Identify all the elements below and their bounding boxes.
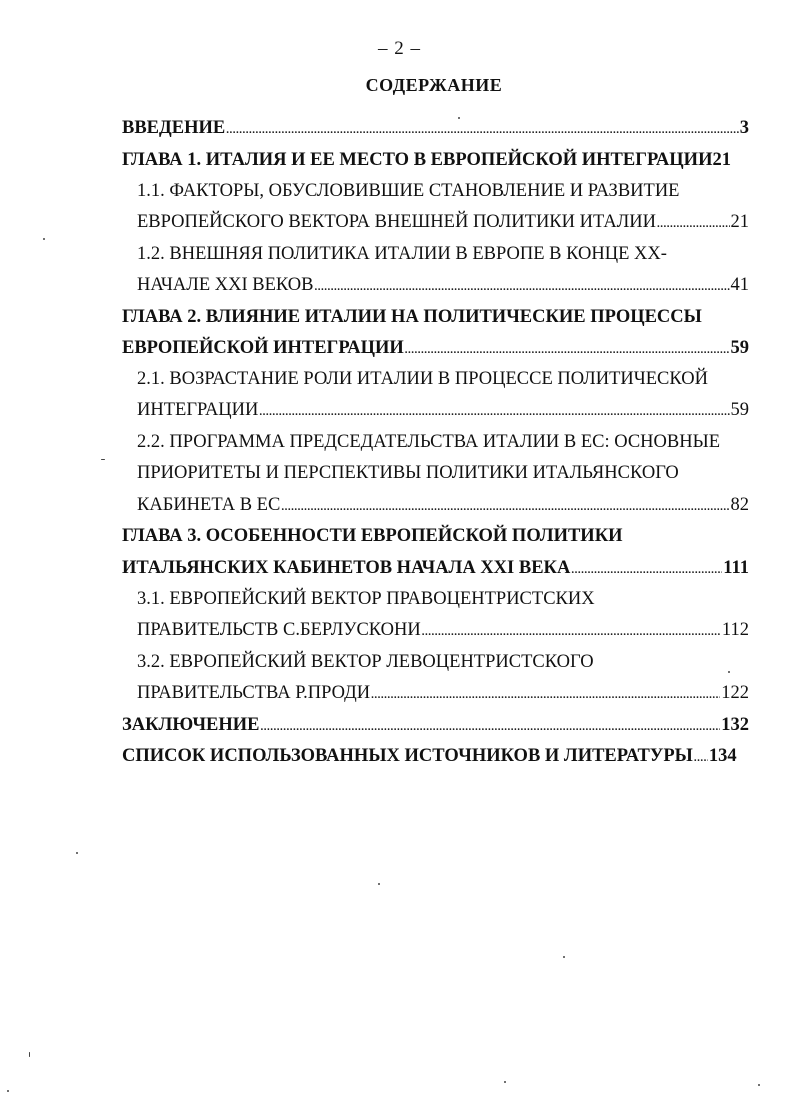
page-number: – 2 – xyxy=(378,38,421,59)
toc-entry-label: ИТАЛЬЯНСКИХ КАБИНЕТОВ НАЧАЛА XXI ВЕКА xyxy=(122,558,571,578)
scan-speck xyxy=(728,671,730,673)
scan-speck xyxy=(76,852,78,854)
toc-entry-label: ВВЕДЕНИЕ xyxy=(122,118,226,138)
toc-entry-section-2-1-line1[interactable] xyxy=(137,367,708,391)
toc-entry-chapter-2-line1[interactable] xyxy=(122,305,702,329)
leader-dots xyxy=(371,683,720,707)
toc-entry-label: ПРИОРИТЕТЫ И ПЕРСПЕКТИВЫ ПОЛИТИКИ ИТАЛЬЯНСКОГО xyxy=(137,463,679,483)
toc-entry-label: ЕВРОПЕЙСКОЙ ИНТЕГРАЦИИ xyxy=(122,338,404,358)
toc-entry-section-1-1-line1[interactable] xyxy=(137,179,679,203)
scan-speck xyxy=(504,1081,506,1083)
toc-entry-label: ПРАВИТЕЛЬСТВА Р.ПРОДИ xyxy=(137,683,371,703)
toc-entry-chapter-2-line2[interactable] xyxy=(122,336,749,362)
toc-entry-page: 59 xyxy=(730,400,749,420)
toc-entry-section-2-1-line2[interactable] xyxy=(137,398,749,424)
toc-entry-label: ГЛАВА 1. ИТАЛИЯ И ЕЕ МЕСТО В ЕВРОПЕЙСКОЙ ИНТЕГРАЦИИ xyxy=(122,150,713,170)
toc-entry-conclusion[interactable] xyxy=(122,713,749,739)
leader-dots xyxy=(694,746,708,770)
toc-entry-page: 3 xyxy=(739,118,749,138)
toc-entry-page: 59 xyxy=(730,338,749,358)
leader-dots xyxy=(281,495,729,519)
toc-entry-page: 132 xyxy=(721,715,749,735)
toc-entry-chapter-3-line1[interactable] xyxy=(122,524,623,548)
toc-entry-label: ЕВРОПЕЙСКОГО ВЕКТОРА ВНЕШНЕЙ ПОЛИТИКИ ИТАЛИИ xyxy=(137,212,657,232)
toc-entry-section-3-1-line1[interactable] xyxy=(137,587,595,611)
toc-entry-label: 1.1. ФАКТОРЫ, ОБУСЛОВИВШИЕ СТАНОВЛЕНИЕ И РАЗВИТИЕ xyxy=(137,181,680,201)
toc-entry-page: 134 xyxy=(708,746,737,766)
toc-entry-bibliography[interactable] xyxy=(122,744,749,770)
toc-entry-section-3-2-line2[interactable] xyxy=(137,681,749,707)
toc-entry-page: 21 xyxy=(730,212,749,232)
toc-title: СОДЕРЖАНИЕ xyxy=(365,75,503,95)
toc-entry-label: ПРАВИТЕЛЬСТВ С.БЕРЛУСКОНИ xyxy=(137,620,421,640)
toc-entry-label: 1.2. ВНЕШНЯЯ ПОЛИТИКА ИТАЛИИ В ЕВРОПЕ В КОНЦЕ XX- xyxy=(137,244,667,264)
toc-entry-page: 122 xyxy=(721,683,749,703)
scan-speck xyxy=(758,1084,760,1086)
leader-dots xyxy=(657,212,729,236)
toc-entry-section-3-1-line2[interactable] xyxy=(137,618,749,644)
toc-entry-label: ГЛАВА 3. ОСОБЕННОСТИ ЕВРОПЕЙСКОЙ ПОЛИТИКИ xyxy=(122,526,623,546)
scan-speck xyxy=(563,956,565,958)
scan-speck xyxy=(101,459,105,460)
scan-speck xyxy=(29,1052,30,1057)
toc-entry-label: ГЛАВА 2. ВЛИЯНИЕ ИТАЛИИ НА ПОЛИТИЧЕСКИЕ ПРОЦЕССЫ xyxy=(122,307,702,327)
scan-speck xyxy=(458,117,460,119)
leader-dots xyxy=(261,715,721,739)
toc-entry-section-3-2-line1[interactable] xyxy=(137,650,594,674)
toc-entry-page: 111 xyxy=(723,558,749,578)
scan-speck xyxy=(378,883,380,885)
leader-dots xyxy=(259,400,729,424)
toc-entry-label: ЗАКЛЮЧЕНИЕ xyxy=(122,715,260,735)
toc-entry-section-1-2-line1[interactable] xyxy=(137,242,667,266)
leader-dots xyxy=(571,558,722,582)
leader-dots xyxy=(405,338,730,362)
toc-entry-section-1-2-line2[interactable] xyxy=(137,273,749,299)
toc-entry-label: 2.2. ПРОГРАММА ПРЕДСЕДАТЕЛЬСТВА ИТАЛИИ В ЕС: ОСНОВНЫЕ xyxy=(137,432,721,452)
toc-entry-page: 41 xyxy=(730,275,749,295)
toc-entry-page: 112 xyxy=(721,620,749,640)
toc-entry-chapter-3-line2[interactable] xyxy=(122,556,749,582)
toc-entry-page: 82 xyxy=(730,495,749,515)
toc-entry-label: 2.1. ВОЗРАСТАНИЕ РОЛИ ИТАЛИИ В ПРОЦЕССЕ ПОЛИТИЧЕСКОЙ xyxy=(137,369,708,389)
toc-entry-section-2-2-line2[interactable] xyxy=(137,461,679,485)
toc-entry-label: КАБИНЕТА В ЕС xyxy=(137,495,281,515)
toc-entry-chapter-1[interactable] xyxy=(122,148,749,172)
toc-entry-label: СПИСОК ИСПОЛЬЗОВАННЫХ ИСТОЧНИКОВ И ЛИТЕРАТУРЫ xyxy=(122,746,693,766)
toc-entry-section-1-1-line2[interactable] xyxy=(137,210,749,236)
scan-speck xyxy=(43,238,45,240)
scan-speck xyxy=(7,1090,9,1092)
toc-entry-label: 3.2. ЕВРОПЕЙСКИЙ ВЕКТОР ЛЕВОЦЕНТРИСТСКОГО xyxy=(137,652,594,672)
toc-entry-label: ИНТЕГРАЦИИ xyxy=(137,400,259,420)
toc-entry-section-2-2-line3[interactable] xyxy=(137,493,749,519)
toc-entry-introduction[interactable] xyxy=(122,116,749,142)
leader-dots xyxy=(226,118,739,142)
toc-entry-label: 3.1. ЕВРОПЕЙСКИЙ ВЕКТОР ПРАВОЦЕНТРИСТСКИХ xyxy=(137,589,595,609)
leader-dots xyxy=(422,620,721,644)
toc-entry-section-2-2-line1[interactable] xyxy=(137,430,720,454)
leader-dots xyxy=(315,275,730,299)
toc-entry-label: НАЧАЛЕ XXI ВЕКОВ xyxy=(137,275,314,295)
toc-entry-page: 21 xyxy=(712,150,731,170)
